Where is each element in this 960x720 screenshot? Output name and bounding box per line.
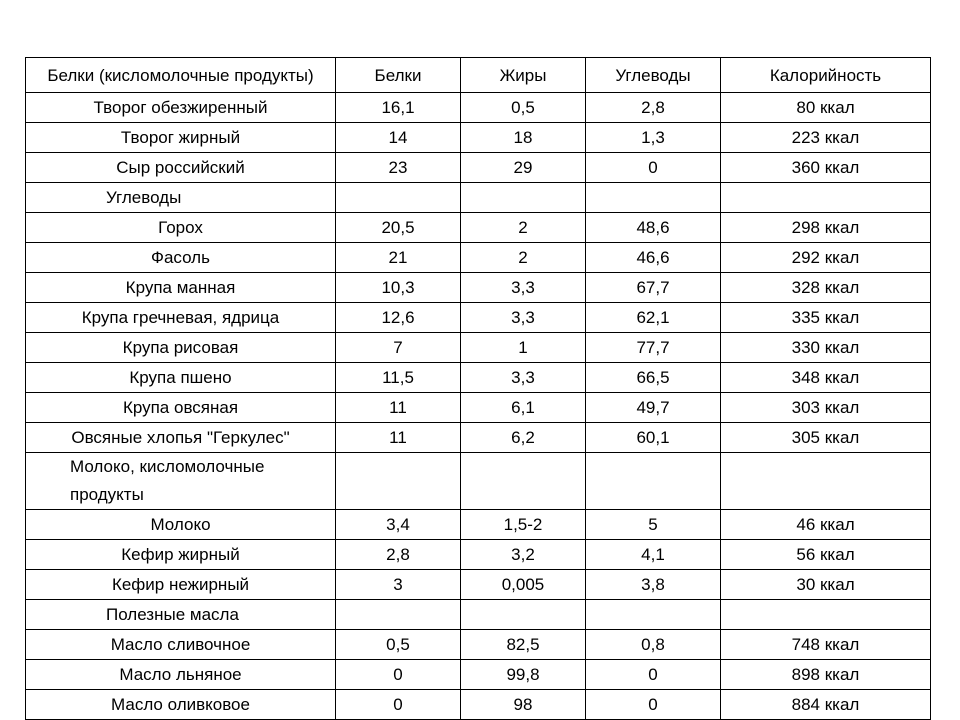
fat-value: 3,3: [461, 363, 586, 393]
calories-value: 884 ккал: [721, 690, 931, 720]
product-name: Фасоль: [26, 243, 336, 273]
section-row: [26, 453, 931, 510]
carbs-value: 0: [586, 690, 721, 720]
carbs-value: 77,7: [586, 333, 721, 363]
carbs-value: [586, 453, 721, 510]
section-label: Полезные масла: [26, 600, 336, 630]
header-carbs: Углеводы: [586, 58, 721, 93]
product-name: Масло сливочное: [26, 630, 336, 660]
table-row: [26, 213, 931, 243]
calories-value: 292 ккал: [721, 243, 931, 273]
fat-value: [461, 453, 586, 510]
calories-value: [721, 183, 931, 213]
header-fat: Жиры: [461, 58, 586, 93]
fat-value: 1: [461, 333, 586, 363]
product-name: Крупа гречневая, ядрица: [26, 303, 336, 333]
calories-value: 56 ккал: [721, 540, 931, 570]
product-name: Крупа пшено: [26, 363, 336, 393]
table-row: [26, 333, 931, 363]
fat-value: 0,5: [461, 93, 586, 123]
calories-value: 748 ккал: [721, 630, 931, 660]
section-row: [26, 600, 931, 630]
nutrition-table: [25, 57, 931, 720]
table-row: [26, 153, 931, 183]
header-name: Белки (кисломолочные продукты): [26, 58, 336, 93]
carbs-value: [586, 183, 721, 213]
calories-value: 335 ккал: [721, 303, 931, 333]
calories-value: 305 ккал: [721, 423, 931, 453]
carbs-value: 48,6: [586, 213, 721, 243]
protein-value: [336, 183, 461, 213]
fat-value: 3,3: [461, 303, 586, 333]
calories-value: [721, 453, 931, 510]
fat-value: 2: [461, 243, 586, 273]
product-name: Сыр российский: [26, 153, 336, 183]
fat-value: 82,5: [461, 630, 586, 660]
table-row: [26, 510, 931, 540]
protein-value: 16,1: [336, 93, 461, 123]
product-name: Кефир нежирный: [26, 570, 336, 600]
table-row: [26, 273, 931, 303]
product-name: Крупа рисовая: [26, 333, 336, 363]
calories-value: 46 ккал: [721, 510, 931, 540]
header-protein: Белки: [336, 58, 461, 93]
fat-value: 18: [461, 123, 586, 153]
carbs-value: 0: [586, 153, 721, 183]
product-name: Крупа манная: [26, 273, 336, 303]
fat-value: 2: [461, 213, 586, 243]
table-row: [26, 393, 931, 423]
table-row: [26, 363, 931, 393]
protein-value: 0: [336, 660, 461, 690]
fat-value: 1,5-2: [461, 510, 586, 540]
calories-value: 360 ккал: [721, 153, 931, 183]
calories-value: 30 ккал: [721, 570, 931, 600]
fat-value: 6,1: [461, 393, 586, 423]
calories-value: 898 ккал: [721, 660, 931, 690]
product-name: Молоко: [26, 510, 336, 540]
product-name: Овсяные хлопья "Геркулес": [26, 423, 336, 453]
table-row: [26, 123, 931, 153]
carbs-value: 3,8: [586, 570, 721, 600]
protein-value: 11,5: [336, 363, 461, 393]
calories-value: 330 ккал: [721, 333, 931, 363]
protein-value: 0: [336, 690, 461, 720]
fat-value: [461, 183, 586, 213]
fat-value: 99,8: [461, 660, 586, 690]
fat-value: 6,2: [461, 423, 586, 453]
header-calories: Калорийность: [721, 58, 931, 93]
product-name: Горох: [26, 213, 336, 243]
product-name: Творог обезжиренный: [26, 93, 336, 123]
protein-value: 11: [336, 393, 461, 423]
carbs-value: 1,3: [586, 123, 721, 153]
carbs-value: 5: [586, 510, 721, 540]
fat-value: 3,3: [461, 273, 586, 303]
fat-value: [461, 600, 586, 630]
table-row: [26, 690, 931, 720]
protein-value: 3: [336, 570, 461, 600]
protein-value: 20,5: [336, 213, 461, 243]
fat-value: 0,005: [461, 570, 586, 600]
carbs-value: 2,8: [586, 93, 721, 123]
protein-value: 2,8: [336, 540, 461, 570]
carbs-value: 46,6: [586, 243, 721, 273]
carbs-value: 60,1: [586, 423, 721, 453]
protein-value: [336, 453, 461, 510]
table-header-row: [26, 58, 931, 93]
table-row: [26, 243, 931, 273]
protein-value: 14: [336, 123, 461, 153]
carbs-value: [586, 600, 721, 630]
protein-value: 10,3: [336, 273, 461, 303]
product-name: Масло льняное: [26, 660, 336, 690]
fat-value: 3,2: [461, 540, 586, 570]
calories-value: 348 ккал: [721, 363, 931, 393]
calories-value: 298 ккал: [721, 213, 931, 243]
calories-value: [721, 600, 931, 630]
protein-value: [336, 600, 461, 630]
carbs-value: 4,1: [586, 540, 721, 570]
table-row: [26, 630, 931, 660]
protein-value: 3,4: [336, 510, 461, 540]
protein-value: 12,6: [336, 303, 461, 333]
calories-value: 303 ккал: [721, 393, 931, 423]
table-row: [26, 303, 931, 333]
protein-value: 21: [336, 243, 461, 273]
fat-value: 98: [461, 690, 586, 720]
table-row: [26, 540, 931, 570]
calories-value: 80 ккал: [721, 93, 931, 123]
protein-value: 11: [336, 423, 461, 453]
protein-value: 23: [336, 153, 461, 183]
carbs-value: 67,7: [586, 273, 721, 303]
section-row: [26, 183, 931, 213]
protein-value: 0,5: [336, 630, 461, 660]
table-row: [26, 570, 931, 600]
carbs-value: 49,7: [586, 393, 721, 423]
carbs-value: 62,1: [586, 303, 721, 333]
product-name: Кефир жирный: [26, 540, 336, 570]
table-row: [26, 423, 931, 453]
product-name: Творог жирный: [26, 123, 336, 153]
calories-value: 328 ккал: [721, 273, 931, 303]
product-name: Крупа овсяная: [26, 393, 336, 423]
table-row: [26, 660, 931, 690]
protein-value: 7: [336, 333, 461, 363]
carbs-value: 0,8: [586, 630, 721, 660]
section-label: Молоко, кисломолочные продукты: [26, 453, 336, 510]
fat-value: 29: [461, 153, 586, 183]
product-name: Масло оливковое: [26, 690, 336, 720]
carbs-value: 0: [586, 660, 721, 690]
carbs-value: 66,5: [586, 363, 721, 393]
section-label: Углеводы: [26, 183, 336, 213]
calories-value: 223 ккал: [721, 123, 931, 153]
table-row: [26, 93, 931, 123]
